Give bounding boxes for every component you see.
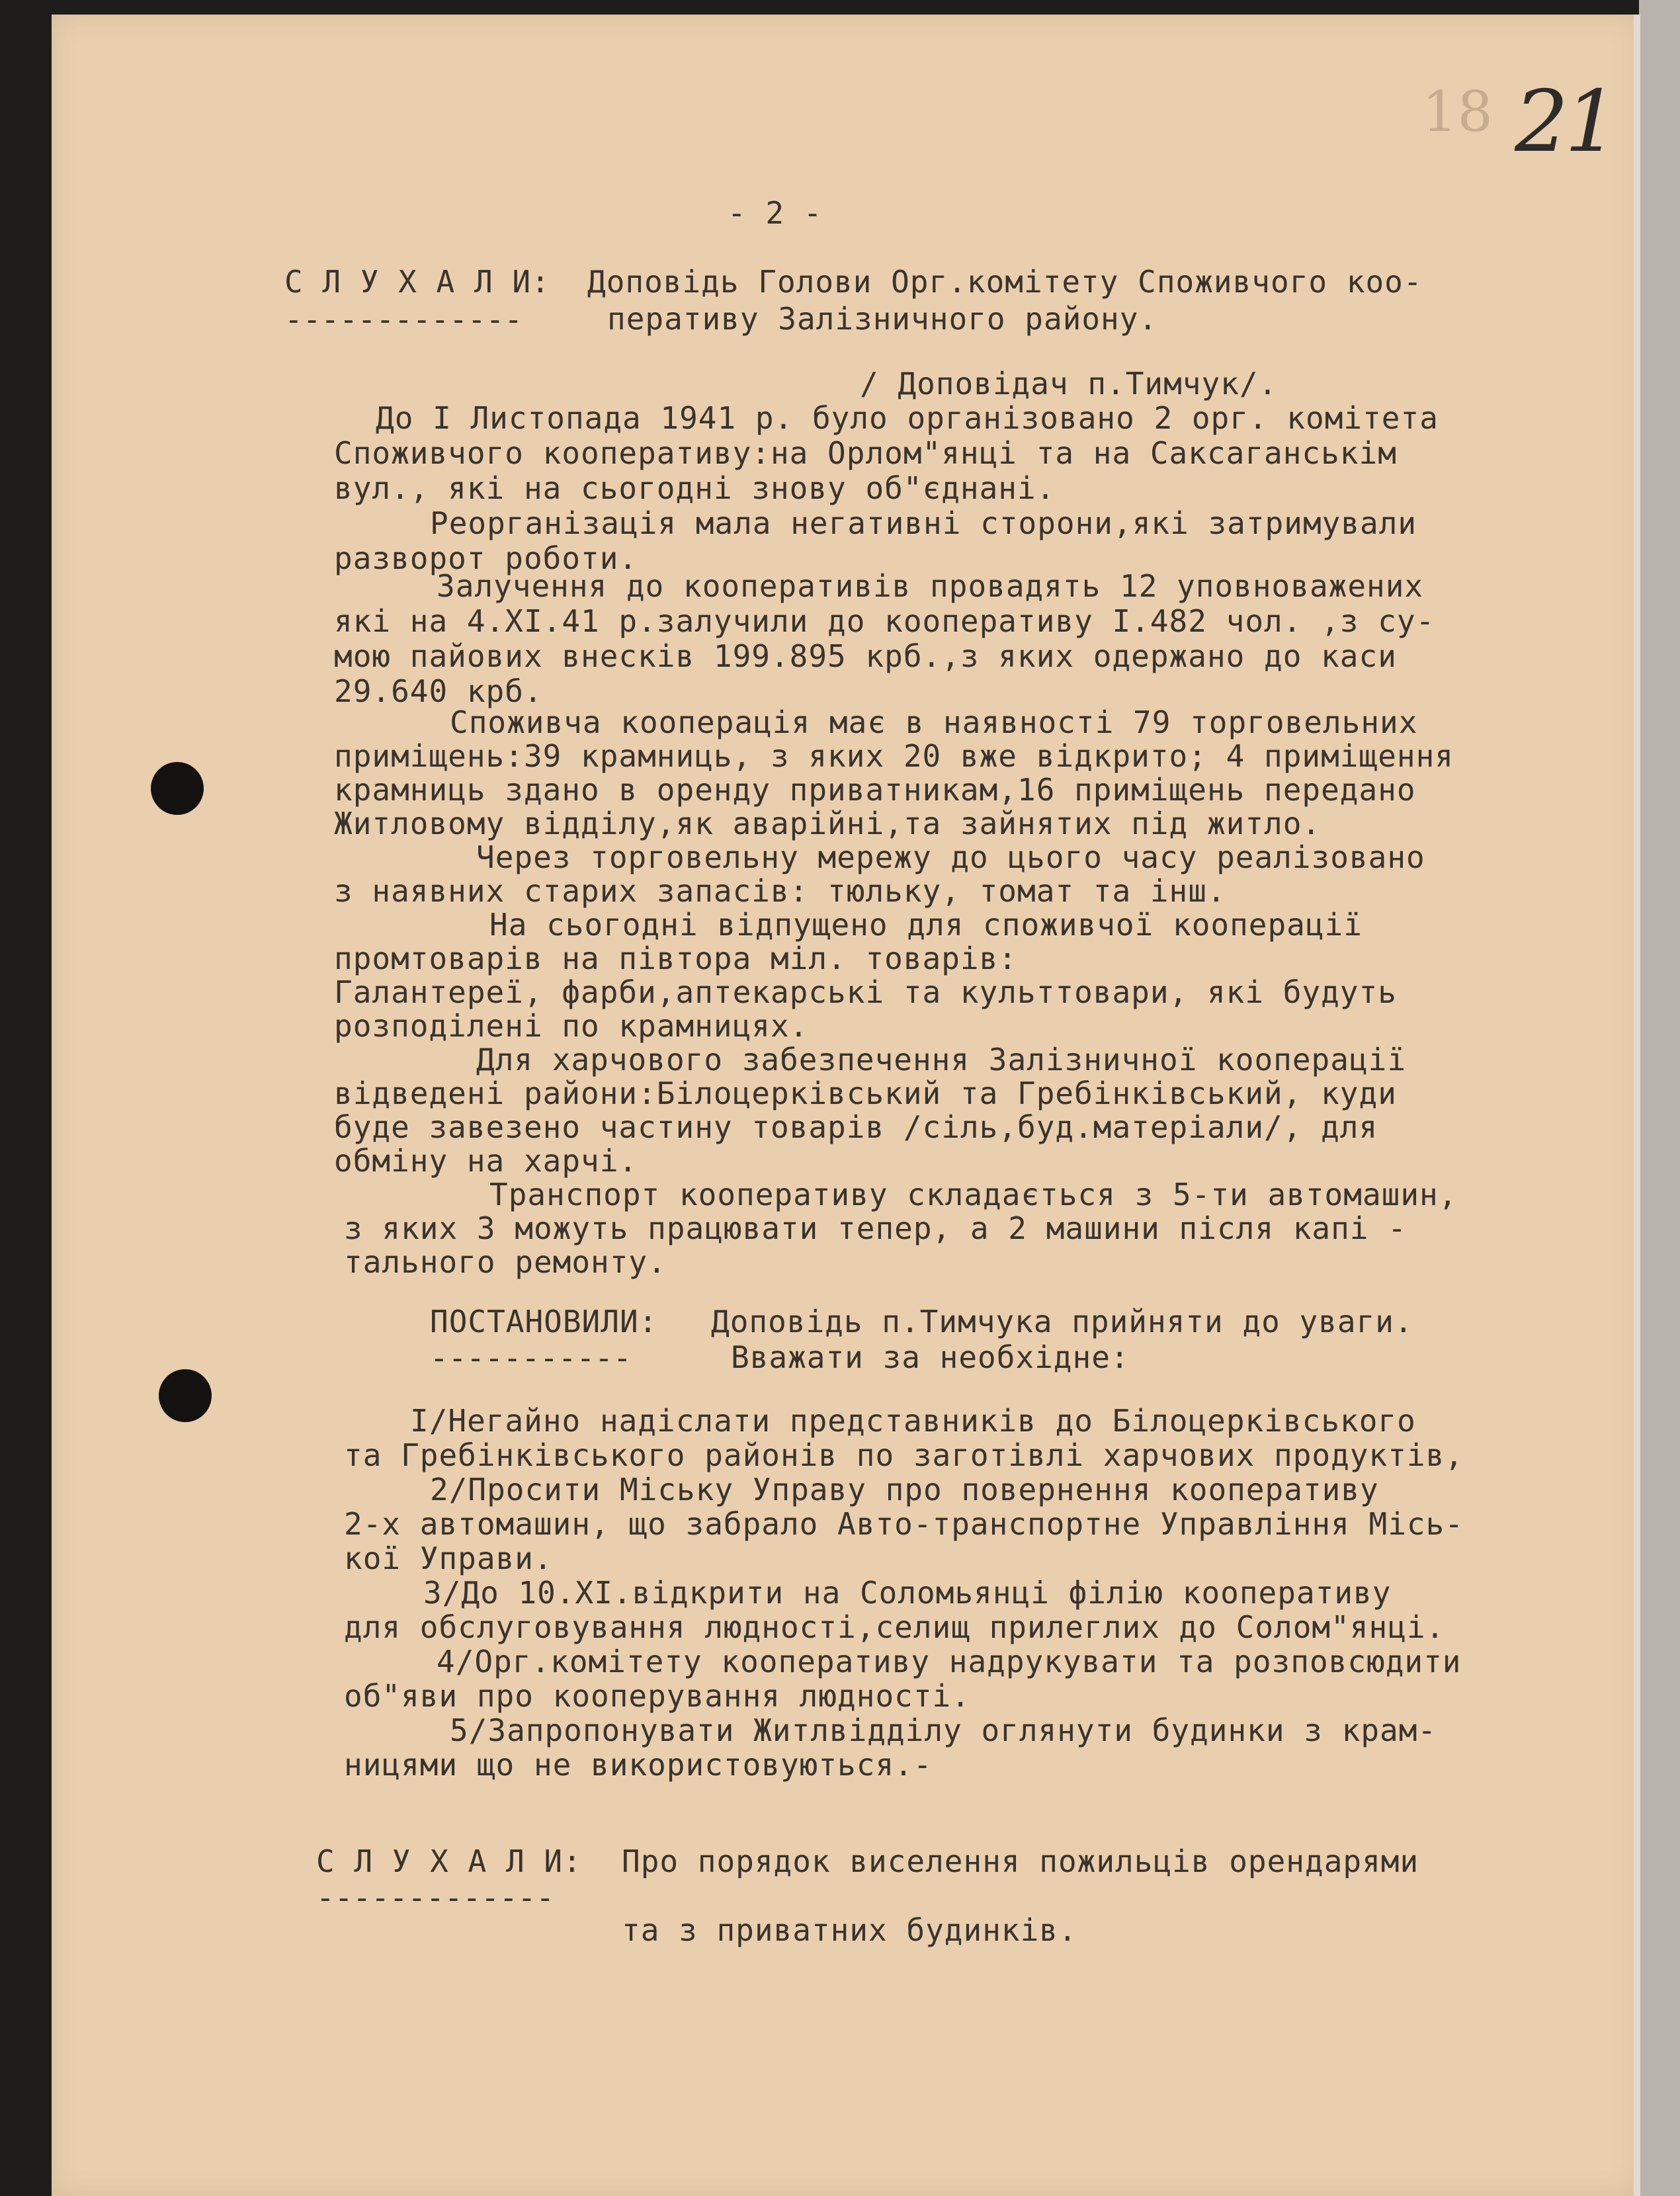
punch-hole-lower [159, 1369, 212, 1422]
section1-heading-line2: перативу Залізничного району. [607, 301, 1158, 337]
resolution-item: об"яви про кооперування людності. [344, 1678, 970, 1714]
resolution-item: 5/Запропонувати Житлвідділу оглянути будинки з крам- [450, 1712, 1437, 1748]
resolution-item: I/Негайно надіслати представників до Білоцерківського [410, 1403, 1416, 1439]
archive-page-number [1422, 73, 1615, 172]
report-line: Споживчого кооперативу:на Орлом"янці та на Саксаганськім [334, 435, 1397, 471]
report-line: разворот роботи. [334, 540, 638, 576]
archive-number-handwritten: 21 [1515, 73, 1615, 171]
report-line: з наявних старих запасів: тюльку, томат та інш. [334, 873, 1226, 909]
report-line: буде завезено частину товарів /сіль,буд.матеріали/, для [334, 1109, 1378, 1145]
section1-speaker: / Доповідач п.Тимчук/. [860, 366, 1278, 401]
archive-number-faint: 18 [1422, 79, 1493, 144]
resolution-item: кої Управи. [344, 1541, 553, 1576]
section1-heading-line1: Доповідь Голови Орг.комітету Споживчого коо- [587, 264, 1423, 300]
resolution-item: для обслуговування людності,селищ прилеглих до Солом"янці. [344, 1609, 1445, 1645]
report-line: тального ремонту. [344, 1244, 667, 1280]
resolution-item: ницями що не використовуються.- [344, 1747, 933, 1783]
punch-hole-upper [151, 762, 204, 815]
report-line: До I Листопада 1941 р. було організовано 2 орг. комітета [376, 400, 1439, 436]
paper-edge [1634, 15, 1640, 2196]
resolution-label: ПОСТАНОВИЛИ: [430, 1304, 658, 1339]
report-line: Для харчового забезпечення Залізничної кооперації [476, 1042, 1407, 1077]
resolution-line1: Доповідь п.Тимчука прийняти до уваги. [711, 1304, 1413, 1339]
report-line: Транспорт кооперативу складається з 5-ти автомашин, [489, 1177, 1458, 1212]
report-line: Галантереї, фарби,аптекарські та культтовари, які будуть [334, 974, 1397, 1010]
report-line: На сьогодні відпущено для споживчої кооперації [489, 907, 1363, 943]
section1-heading-underline: ------------- [284, 302, 523, 337]
report-line: Залучення до кооперативів провадять 12 уповноважених [437, 568, 1424, 604]
report-line: крамниць здано в оренду приватникам,16 приміщень передано [334, 772, 1416, 808]
report-line: 29.640 крб. [334, 673, 543, 709]
report-line: Реорганізація мала негативні сторони,які затримували [430, 505, 1417, 541]
report-line: Житловому відділу,як аварійні,та зайнятих під житло. [334, 806, 1322, 841]
page-number: - 2 - [728, 195, 823, 231]
report-line: вул., які на сьогодні знову об"єднані. [334, 470, 1056, 506]
resolution-underline: ----------- [430, 1340, 632, 1376]
section2-heading-line2: та з приватних будинків. [622, 1912, 1077, 1948]
resolution-item: та Гребінківського районів по заготівлі харчових продуктів, [344, 1437, 1464, 1473]
resolution-item: 3/До 10.XI.відкрити на Соломьянці філію кооперативу [423, 1575, 1392, 1611]
report-line: мою пайових внесків 199.895 крб.,з яких одержано до каси [334, 638, 1397, 674]
report-line: приміщень:39 крамниць, з яких 20 вже відкрито; 4 приміщення [334, 738, 1454, 774]
report-line: з яких 3 можуть працювати тепер, а 2 машини після капі - [344, 1210, 1407, 1246]
report-line: Споживча кооперація має в наявності 79 торговельних [450, 704, 1418, 740]
report-line: обміну на харчі. [334, 1143, 638, 1179]
section2-heading-label: С Л У Х А Л И: [316, 1843, 582, 1879]
section2-heading-line1: Про порядок виселення пожильців орендарями [622, 1843, 1419, 1879]
resolution-item: 2-х автомашин, що забрало Авто-транспортне Управління Місь- [344, 1506, 1464, 1542]
resolution-item: 2/Просити Міську Управу про повернення кооперативу [430, 1472, 1379, 1507]
report-line: промтоварів на півтора міл. товарів: [334, 941, 1017, 976]
resolution-line2: Вважати за необхідне: [731, 1339, 1130, 1375]
report-line: відведені райони:Білоцерківський та Гребінківський, куди [334, 1076, 1397, 1111]
report-line: які на 4.XI.41 р.залучили до кооперативу I.482 чол. ,з су- [334, 603, 1435, 639]
section2-heading-underline: ------------- [316, 1880, 555, 1916]
scan-background-edge [1639, 0, 1680, 2196]
report-line: розподілені по крамницях. [334, 1008, 809, 1044]
resolution-item: 4/Орг.комітету кооперативу надрукувати та розповсюдити [437, 1644, 1462, 1679]
report-line: Через торговельну мережу до цього часу реалізовано [476, 839, 1425, 875]
section1-heading-label: С Л У Х А Л И: [284, 264, 550, 300]
